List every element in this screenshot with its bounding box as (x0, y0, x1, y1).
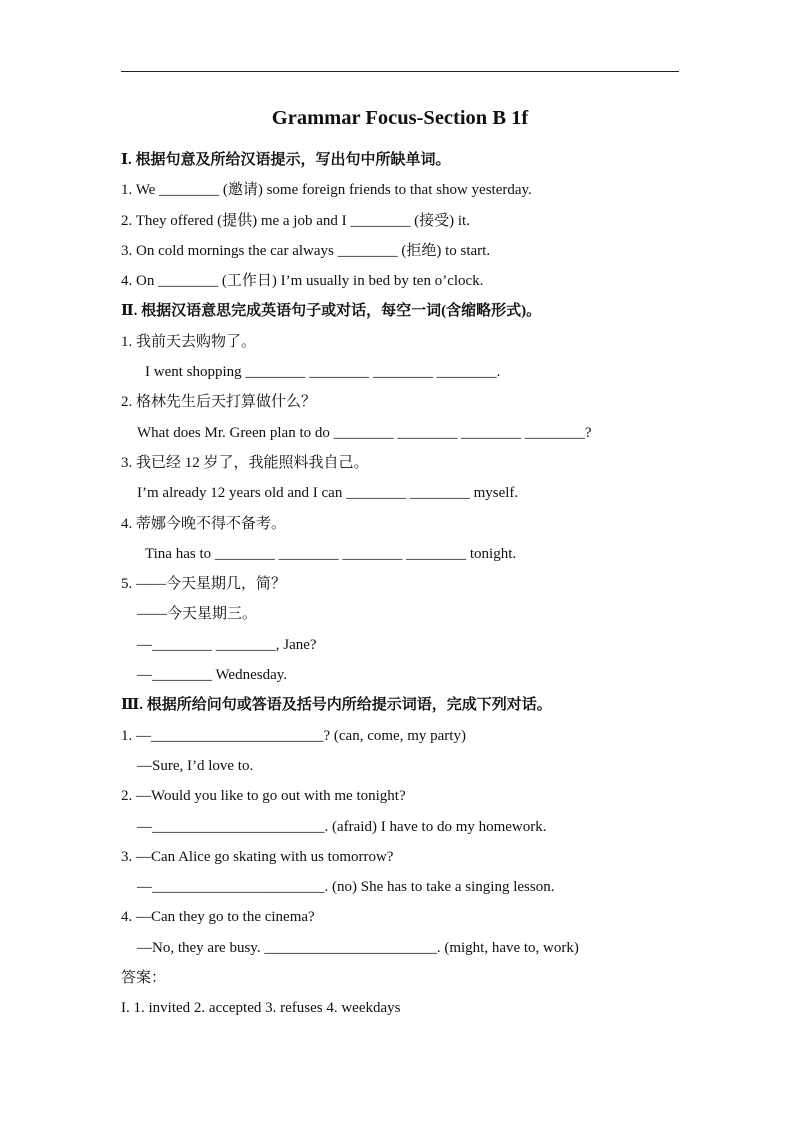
exercise-line: 3. On cold mornings the car always ________ (拒绝) to start. (121, 242, 491, 259)
exercise-line: I went shopping ________ ________ ________ ________. (145, 364, 501, 381)
section-heading: Ⅲ. 根据所给问句或答语及括号内所给提示词语，完成下列对话。 (121, 697, 552, 714)
exercise-line: 2. —Would you like to go out with me tonight? (121, 788, 406, 805)
section-heading: Ⅱ. 根据汉语意思完成英语句子或对话，每空一词(含缩略形式)。 (121, 303, 542, 320)
exercise-body (121, 145, 721, 1024)
top-horizontal-rule (121, 71, 679, 72)
exercise-line: 4. —Can they go to the cinema? (121, 909, 315, 926)
exercise-line: —No, they are busy. _______________________. (might, have to, work) (137, 939, 579, 956)
exercise-line: ——今天星期三。 (137, 606, 258, 623)
exercise-line: 3. —Can Alice go skating with us tomorrow? (121, 848, 394, 865)
exercise-line: I. 1. invited 2. accepted 3. refuses 4. weekdays (121, 1000, 401, 1017)
exercise-line: What does Mr. Green plan to do ________ ________ ________ ________? (137, 424, 592, 441)
exercise-line: —________ Wednesday. (137, 667, 288, 684)
exercise-line: 3. 我已经 12 岁了，我能照料我自己。 (121, 454, 369, 471)
section-heading: Ⅰ. 根据句意及所给汉语提示，写出句中所缺单词。 (121, 152, 451, 168)
exercise-line: 2. They offered (提供) me a job and I ________ (接受) it. (121, 212, 470, 229)
exercise-line: 5. ——今天星期几，简？ (121, 576, 287, 593)
exercise-line: Tina has to ________ ________ ________ ________ tonight. (145, 545, 517, 562)
document-title: Grammar Focus-Section B 1f (271, 107, 529, 129)
exercise-line: 1. 我前天去购物了。 (121, 333, 257, 350)
exercise-line: 答案： (121, 970, 167, 987)
exercise-line: —Sure, I’d love to. (137, 757, 254, 774)
exercise-line: 2. 格林先生后天打算做什么？ (121, 394, 317, 411)
exercise-line: 1. —_______________________? (can, come, my party) (121, 727, 466, 744)
exercise-line: —_______________________. (afraid) I have to do my homework. (137, 818, 547, 835)
exercise-line: 4. 蒂娜今晚不得不备考。 (121, 515, 287, 532)
exercise-line: —________ ________, Jane? (137, 636, 317, 653)
exercise-line: —_______________________. (no) She has to take a singing lesson. (137, 879, 555, 896)
exercise-line: 4. On ________ (工作日) I’m usually in bed by ten o’clock. (121, 273, 484, 290)
exercise-line: 1. We ________ (邀请) some foreign friends to that show yesterday. (121, 182, 532, 199)
exercise-line: I’m already 12 years old and I can ________ ________ myself. (137, 485, 519, 502)
